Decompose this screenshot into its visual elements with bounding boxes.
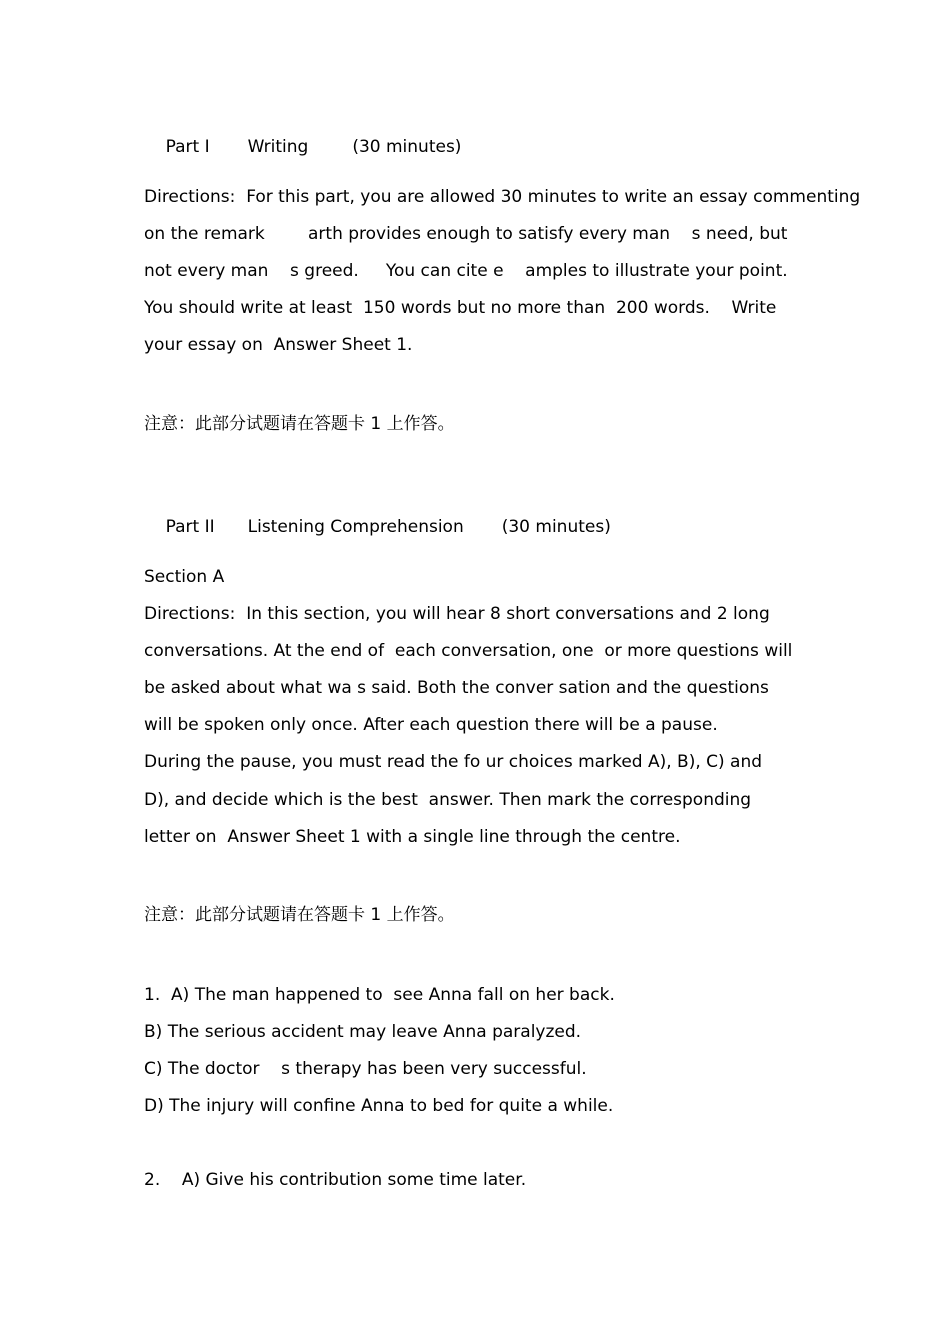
part2-label: Part II <box>165 517 215 537</box>
question-1-option: B) The serious accident may leave Anna paralyzed. <box>144 1022 582 1042</box>
part2-directions-line: will be spoken only once. After each question there will be a pause. <box>144 715 718 735</box>
part1-directions-line: your essay on Answer Sheet 1. <box>144 335 413 355</box>
part1-time: (30 minutes) <box>352 137 462 157</box>
part2-time: (30 minutes) <box>501 517 611 537</box>
part1-note: 注意：此部分试题请在答题卡 1 上作答。 <box>144 414 455 434</box>
part1-heading <box>144 111 461 183</box>
part1-directions-line: Directions: For this part, you are allowed 30 minutes to write an essay commenting <box>144 187 861 207</box>
question-2-option: 2. A) Give his contribution some time later. <box>144 1170 527 1190</box>
part2-directions-line: During the pause, you must read the fo ur choices marked A), B), C) and <box>144 752 763 772</box>
part2-directions-line: letter on Answer Sheet 1 with a single line through the centre. <box>144 827 681 847</box>
part2-directions-line: Directions: In this section, you will hear 8 short conversations and 2 long <box>144 604 770 624</box>
part2-directions-line: be asked about what wa s said. Both the conver sation and the questions <box>144 678 769 698</box>
part2-directions-line: conversations. At the end of each conversation, one or more questions will <box>144 641 793 661</box>
part2-heading <box>144 491 611 563</box>
section-heading: Section A <box>144 567 225 587</box>
part1-label: Part I <box>165 137 210 157</box>
part1-title: Writing <box>247 137 309 157</box>
part2-title: Listening Comprehension <box>247 517 464 537</box>
part2-directions-line: D), and decide which is the best answer. Then mark the corresponding <box>144 790 752 810</box>
part1-directions-line: not every man s greed. You can cite e amples to illustrate your point. <box>144 261 788 281</box>
question-1-option: C) The doctor s therapy has been very successful. <box>144 1059 587 1079</box>
question-1-option: 1. A) The man happened to see Anna fall on her back. <box>144 985 615 1005</box>
part2-note: 注意：此部分试题请在答题卡 1 上作答。 <box>144 905 455 925</box>
part1-directions-line: on the remark arth provides enough to satisfy every man s need, but <box>144 224 788 244</box>
question-1-option: D) The injury will confine Anna to bed for quite a while. <box>144 1096 614 1116</box>
part1-directions-line: You should write at least 150 words but no more than 200 words. Write <box>144 298 777 318</box>
